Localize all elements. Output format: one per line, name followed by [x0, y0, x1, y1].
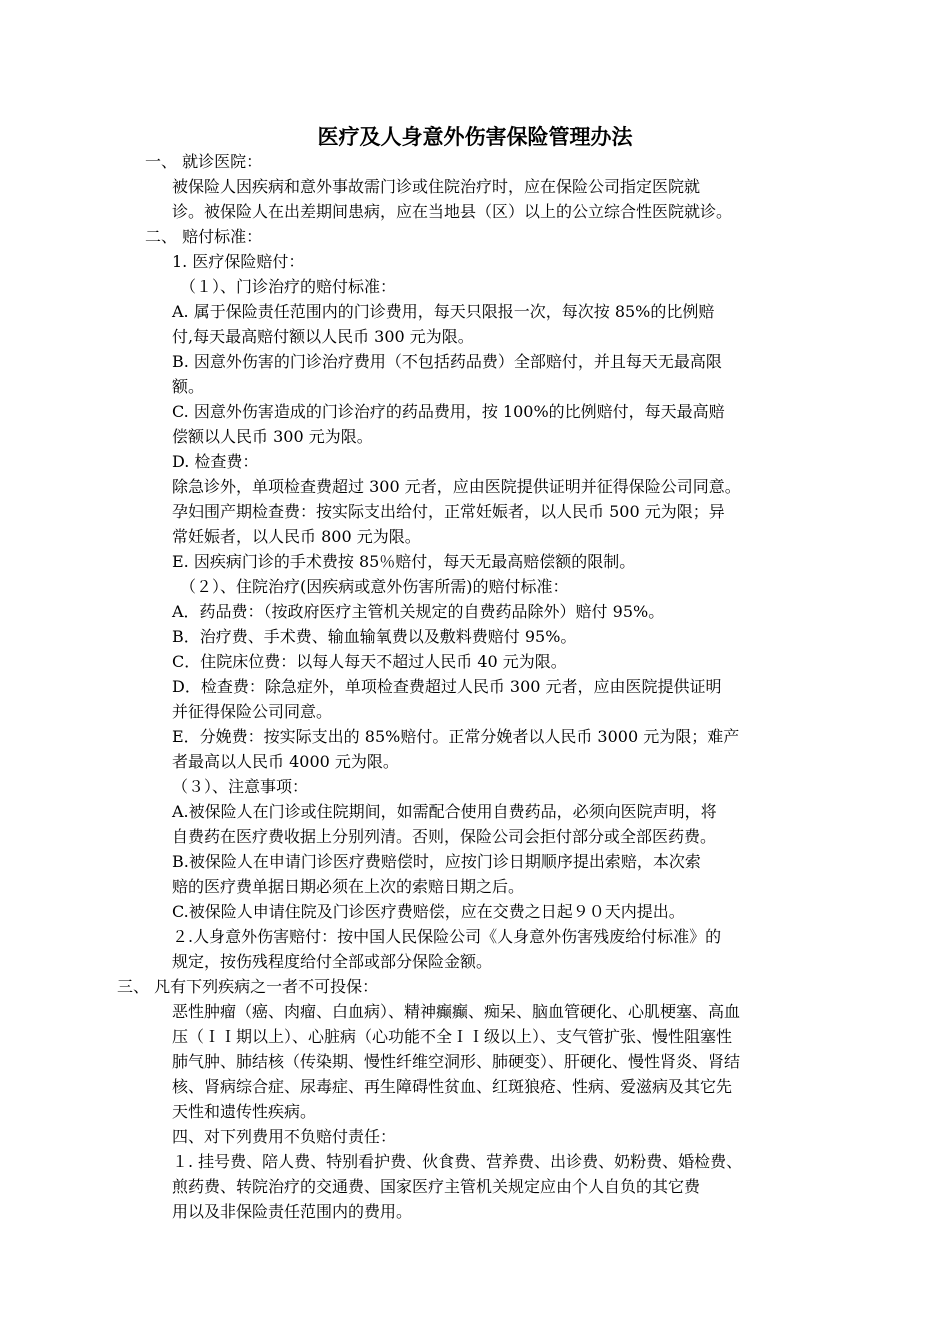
paragraph-line: 赔的医疗费单据日期必须在上次的索赔日期之后。 [172, 877, 525, 896]
paragraph-line: 付,每天最高赔付额以人民币 300 元为限。 [172, 327, 474, 346]
subheading-outpatient: （１）、门诊治疗的赔付标准： [180, 277, 397, 296]
section-heading-compensation: 二、 赔付标准： [145, 227, 263, 246]
paragraph-line: 额。 [172, 377, 205, 396]
paragraph-line: １. 挂号费、陪人费、特别看护费、伙食费、营养费、出诊费、奶粉费、婚检费、 [172, 1152, 743, 1171]
paragraph-line: 偿额以人民币 300 元为限。 [172, 427, 373, 446]
paragraph-line: C．住院床位费：以每人每天不超过人民币 40 元为限。 [172, 652, 567, 671]
paragraph-line: B. 因意外伤害的门诊治疗费用（不包括药品费）全部赔付，并且每天无最高限 [172, 352, 722, 371]
paragraph-line: C.被保险人申请住院及门诊医疗费赔偿，应在交费之日起９０天内提出。 [172, 902, 685, 921]
paragraph-line: A．药品费：（按政府医疗主管机关规定的自费药品除外）赔付 95%。 [172, 602, 665, 621]
paragraph-line: 自费药在医疗费收据上分别列清。否则，保险公司会拒付部分或全部医药费。 [172, 827, 717, 846]
paragraph-line: B．治疗费、手术费、输血输氧费以及敷料费赔付 95%。 [172, 627, 577, 646]
subheading-inpatient: （２）、住院治疗(因疾病或意外伤害所需)的赔付标准： [180, 577, 569, 596]
paragraph-line: 规定，按伤残程度给付全部或部分保险金额。 [172, 952, 493, 971]
paragraph-line: 并征得保险公司同意。 [172, 702, 333, 721]
paragraph-line: 煎药费、转院治疗的交通费、国家医疗主管机关规定应由个人自负的其它费 [172, 1177, 701, 1196]
paragraph-line: 核、肾病综合症、尿毒症、再生障碍性贫血、红斑狼疮、性病、爱滋病及其它先 [172, 1077, 733, 1096]
paragraph-line: 除急诊外，单项检查费超过 300 元者，应由医院提供证明并征得保险公司同意。 [172, 477, 741, 496]
section-heading-exclusions: 三、 凡有下列疾病之一者不可投保： [117, 977, 379, 996]
paragraph-line: 肺气肿、肺结核（传染期、慢性纤维空洞形、肺硬变）、肝硬化、慢性肾炎、肾结 [172, 1052, 741, 1071]
section-heading-hospital: 一、 就诊医院： [145, 152, 263, 171]
paragraph-line: 压（ＩＩ期以上）、心脏病（心功能不全ＩＩ级以上）、支气管扩张、慢性阻塞性 [172, 1027, 733, 1046]
subheading-accident-insurance: ２.人身意外伤害赔付：按中国人民保险公司《人身意外伤害残废给付标准》的 [172, 927, 722, 946]
subheading-notes: （３）、注意事项： [172, 777, 309, 796]
paragraph-line: A.被保险人在门诊或住院期间，如需配合使用自费药品，必须向医院声明，将 [172, 802, 717, 821]
paragraph-line: 恶性肿瘤（癌、肉瘤、白血病）、精神癫癫、痴呆、脑血管硬化、心肌梗塞、高血 [172, 1002, 741, 1021]
section-heading-non-liability: 四、对下列费用不负赔付责任： [172, 1127, 397, 1146]
subheading-medical-insurance: 1. 医疗保险赔付： [172, 252, 305, 271]
paragraph-line: 被保险人因疾病和意外事故需门诊或住院治疗时，应在保险公司指定医院就 [172, 177, 701, 196]
paragraph-line: 天性和遗传性疾病。 [172, 1102, 317, 1121]
paragraph-line: C. 因意外伤害造成的门诊治疗的药品费用，按 100%的比例赔付，每天最高赔 [172, 402, 725, 421]
paragraph-line: 常妊娠者，以人民币 800 元为限。 [172, 527, 421, 546]
paragraph-line: E．分娩费：按实际支出的 85%赔付。正常分娩者以人民币 3000 元为限；难产 [172, 727, 740, 746]
paragraph-line: 孕妇围产期检查费：按实际支出给付，正常妊娠者，以人民币 500 元为限；异 [172, 502, 725, 521]
document-title: 医疗及人身意外伤害保险管理办法 [317, 124, 633, 149]
paragraph-line: D．检查费：除急症外，单项检查费超过人民币 300 元者，应由医院提供证明 [172, 677, 722, 696]
paragraph-line: D. 检查费： [172, 452, 259, 471]
paragraph-line: 者最高以人民币 4000 元为限。 [172, 752, 399, 771]
paragraph-line: B.被保险人在申请门诊医疗费赔偿时，应按门诊日期顺序提出索赔，本次索 [172, 852, 701, 871]
paragraph-line: A. 属于保险责任范围内的门诊费用，每天只限报一次，每次按 85%的比例赔 [172, 302, 715, 321]
paragraph-line: E. 因疾病门诊的手术费按 85％赔付，每天无最高赔偿额的限制。 [172, 552, 636, 571]
paragraph-line: 用以及非保险责任范围内的费用。 [172, 1202, 413, 1221]
paragraph-line: 诊。被保险人在出差期间患病，应在当地县（区）以上的公立综合性医院就诊。 [172, 202, 733, 221]
